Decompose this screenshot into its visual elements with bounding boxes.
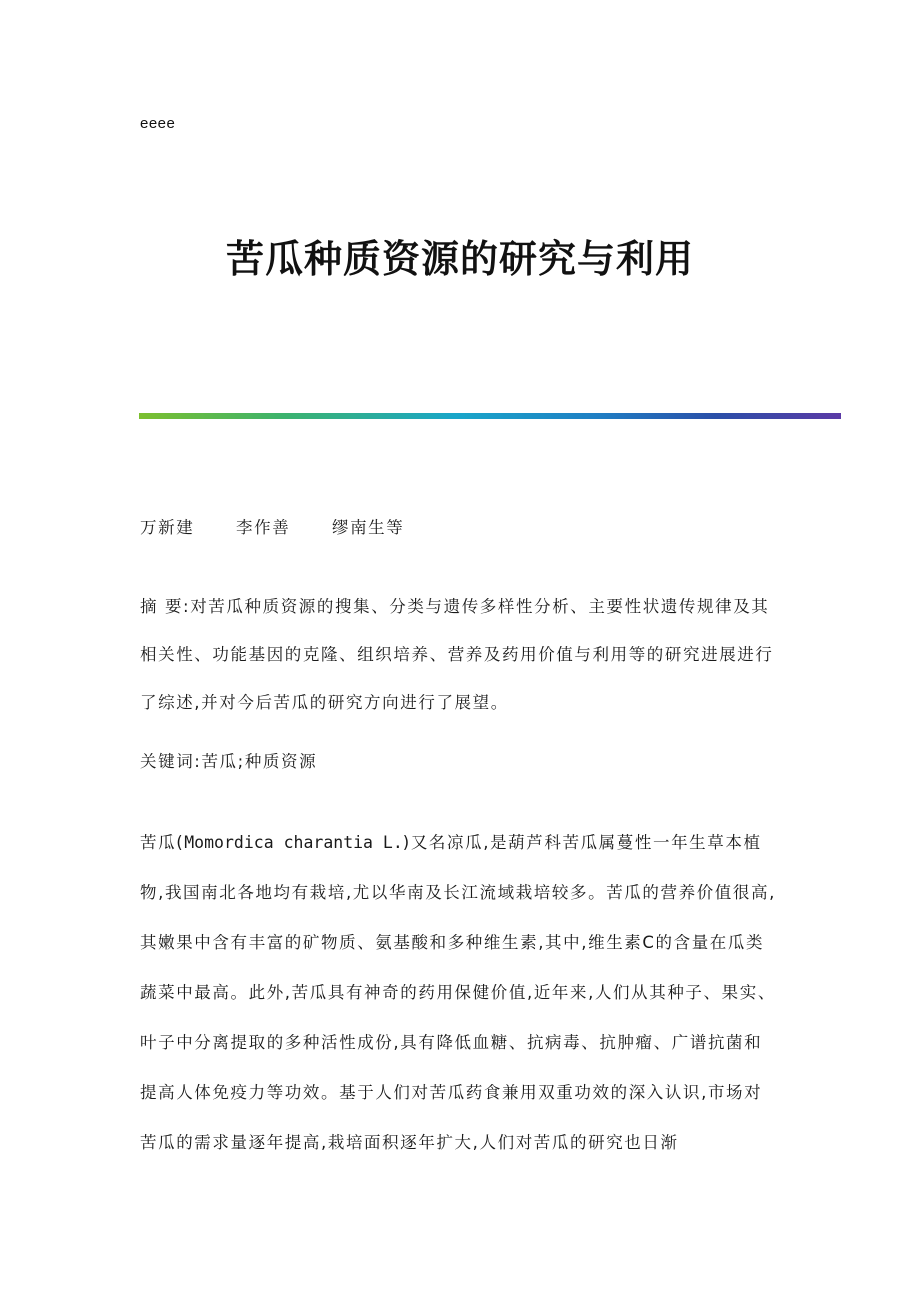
keywords: 关键词:苦瓜;种质资源 (140, 752, 318, 771)
intro-paragraph (140, 818, 780, 1168)
intro-prefix: 苦瓜( (140, 833, 185, 852)
title-divider (139, 413, 841, 419)
authors: 万新建 李作善 缪南生等 (140, 518, 405, 537)
header-tag: eeee (140, 115, 176, 132)
abstract: 摘 要:对苦瓜种质资源的搜集、分类与遗传多样性分析、主要性状遗传规律及其相关性、功能基因的克隆、组织培养、营养及药用价值与利用等的研究进展进行了综述,并对今后苦瓜的研究方向进行了展望。 (140, 597, 774, 712)
intro-rest: )又名凉瓜,是葫芦科苦瓜属蔓性一年生草本植物,我国南北各地均有栽培,尤以华南及长江流域栽培较多。苦瓜的营养价值很高,其嫩果中含有丰富的矿物质、氨基酸和多种维生素,其中,维生素C的含量在瓜类蔬菜中最高。此外,苦瓜具有神奇的药用保健价值,近年来,人们从其种子、果实、叶子中分离提取的多种活性成份,具有降低血糖、抗病毒、抗肿瘤、广谱抗菌和提高人体免疫力等功效。基于人们对苦瓜药食兼用双重功效的深入认识,市场对苦瓜的需求量逐年提高,栽培面积逐年扩大,人们对苦瓜的研究也日渐 (140, 833, 776, 1152)
page-title: 苦瓜种质资源的研究与利用 (225, 236, 694, 281)
intro-latin-name: Momordica charantia L. (184, 833, 403, 852)
